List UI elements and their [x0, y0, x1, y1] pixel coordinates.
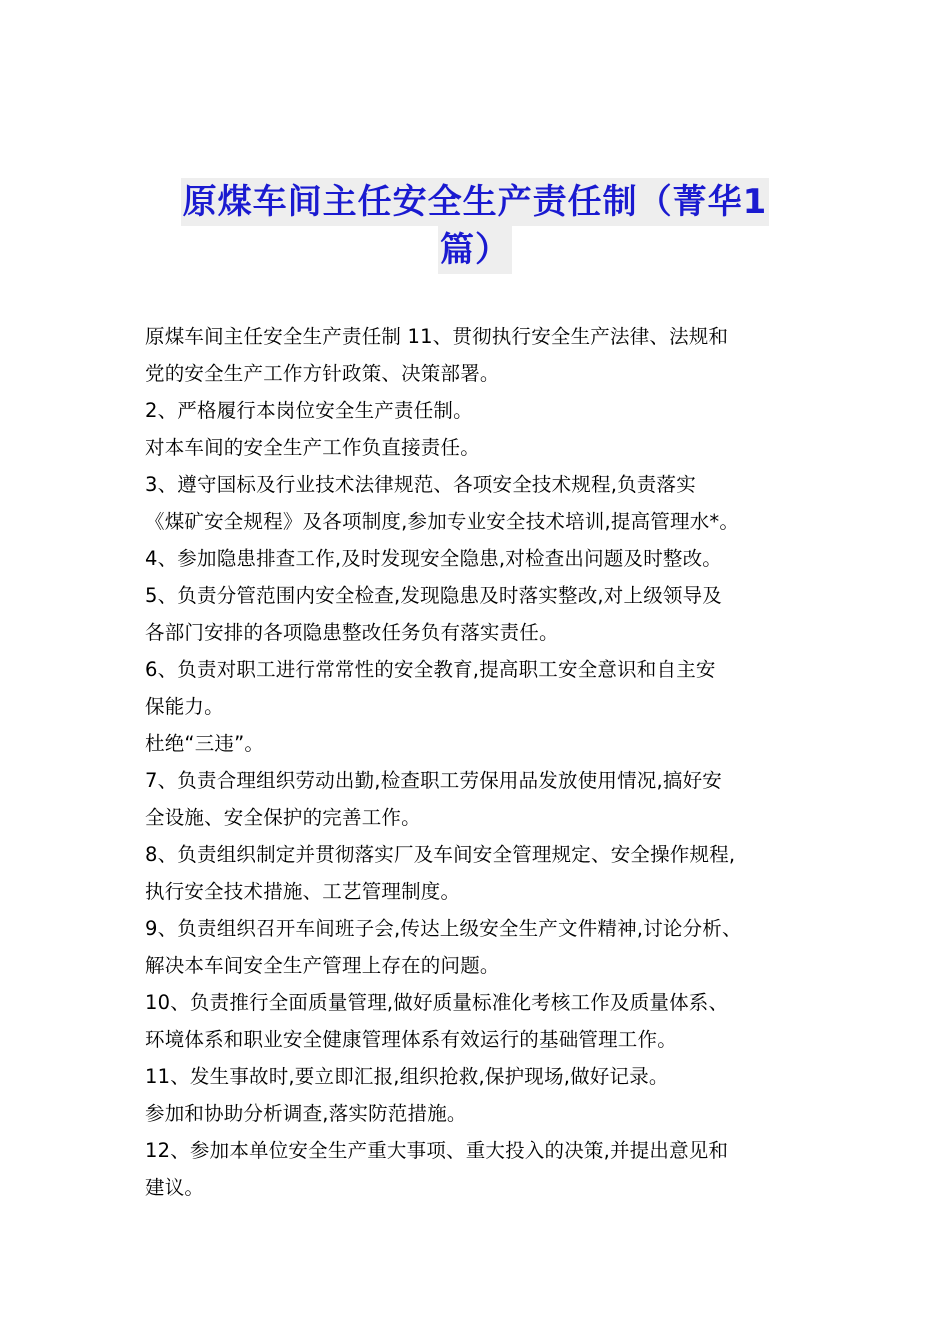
body-line: 11、发生事故时,要立即汇报,组织抢救,保护现场,做好记录。 — [145, 1065, 669, 1088]
body-line: 全设施、安全保护的完善工作。 — [145, 806, 421, 829]
document-title — [145, 178, 805, 274]
body-line: 对本车间的安全生产工作负直接责任。 — [145, 436, 480, 459]
body-line: 《煤矿安全规程》及各项制度,参加专业安全技术培训,提高管理水*。 — [145, 510, 740, 533]
body-line: 原煤车间主任安全生产责任制 11、贯彻执行安全生产法律、法规和 — [145, 325, 729, 348]
body-line: 12、参加本单位安全生产重大事项、重大投入的决策,并提出意见和 — [145, 1139, 729, 1162]
body-line: 保能力。 — [145, 695, 224, 718]
body-line: 2、严格履行本岗位安全生产责任制。 — [145, 399, 473, 422]
title-line-1: 原煤车间主任安全生产责任制（菁华1 — [181, 178, 770, 226]
body-line: 10、负责推行全面质量管理,做好质量标准化考核工作及质量体系、 — [145, 991, 729, 1014]
body-line: 参加和协助分析调查,落实防范措施。 — [145, 1102, 467, 1125]
body-line: 6、负责对职工进行常常性的安全教育,提高职工安全意识和自主安 — [145, 658, 716, 681]
body-line: 执行安全技术措施、工艺管理制度。 — [145, 880, 461, 903]
body-line: 4、参加隐患排查工作,及时发现安全隐患,对检查出问题及时整改。 — [145, 547, 723, 570]
body-line: 3、遵守国标及行业技术法律规范、各项安全技术规程,负责落实 — [145, 473, 696, 496]
body-line: 党的安全生产工作方针政策、决策部署。 — [145, 362, 500, 385]
body-line: 各部门安排的各项隐患整改任务负有落实责任。 — [145, 621, 559, 644]
body-line: 解决本车间安全生产管理上存在的问题。 — [145, 954, 500, 977]
body-line: 5、负责分管范围内安全检查,发现隐患及时落实整改,对上级领导及 — [145, 584, 723, 607]
document-body — [145, 318, 817, 1206]
title-line-2: 篇） — [438, 226, 512, 274]
body-line: 7、负责合理组织劳动出勤,检查职工劳保用品发放使用情况,搞好安 — [145, 769, 723, 792]
body-line: 环境体系和职业安全健康管理体系有效运行的基础管理工作。 — [145, 1028, 677, 1051]
body-line: 9、负责组织召开车间班子会,传达上级安全生产文件精神,讨论分析、 — [145, 917, 742, 940]
body-line: 建议。 — [145, 1176, 205, 1199]
body-line: 杜绝“三违”。 — [145, 732, 265, 755]
body-line: 8、负责组织制定并贯彻落实厂及车间安全管理规定、安全操作规程, — [145, 843, 736, 866]
